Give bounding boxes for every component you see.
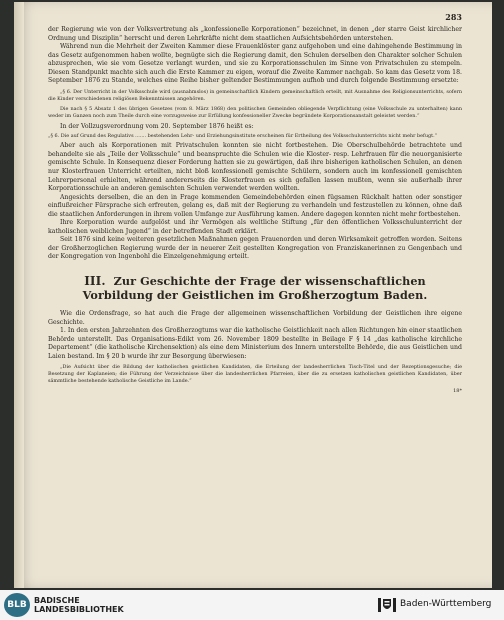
law-note-1: „§ 6. Der Unterricht in der Volksschule wird (ausnahmslos) in gemeinschaftlich Kindern gemeinschaftlich erteilt, mit Ausnahme des Religionsunterrichts, sofern die Kinder verschiedenen religiösen Bekenntnissen angehören.	[48, 88, 462, 102]
blb-logo-icon[interactable]: BLB	[4, 593, 30, 617]
page-number: 283	[445, 12, 462, 22]
blb-name[interactable]	[34, 596, 124, 614]
paragraph-6: Seit 1876 sind keine weiteren gesetzlichen Maßnahmen gegen Frauenorden und deren Wirksamkeit getroffen worden. Seitens der Großherzoglichen Regierung wurde der in neuerer Zeit gestellten Kongregation von Franziskanerinnen zu Gengenbach und der Kongregation von Ingenbohl die Einzelgenehmigung erteilt.	[48, 236, 462, 261]
law-note-2: Die nach § 5 Absatz 1 des übrigen Gesetzes (vom 8. März 1868) den politischen Gemeinden obliegende Verpflichtung (eine Volksschule zu unterhalten) kann weder im Ganzen noch zum Theile durch eine vorzugsweise zur Erfüllung konfessioneller Zwecke begründete Korporationsanstalt geleistet werden.“	[48, 105, 462, 119]
library-footer	[0, 590, 504, 620]
vollzug-quote: „§ 6. Die auf Grund des Regulativs ....... bestehenden Lehr- und Erziehungsinstitute erscheinen für Ertheilung des Volksschulunterrichts nicht mehr befugt.“	[48, 133, 438, 140]
paragraph-5: Ihre Korporation wurde aufgelöst und ihr Vermögen als weltliche Stiftung „für den öffentlichen Volksschulunterricht der katholischen weiblichen Jugend“ in der betreffenden Stadt erklärt.	[48, 219, 462, 235]
paragraph-2: Während nun die Mehrheit der Zweiten Kammer diese Frauenklöster ganz aufgehoben und eine dahingehende Bestimmung in das Gesetz aufgenommen haben wollte, begnügte sich die Regierung damit, den Schulen derselben den Charakter solcher Schulen abzusprechen, wie sie vom Gesetze verlangt wurden, und sie zu Korporationsschulen im Sinne von Privatschulen zu stempeln. Diesen Standpunkt machte sich auch die Erste Kammer zu eigen, worauf die Zweite Kammer nachgab. So kam das Gesetz vom 18. September 1876 zu Stande, welches eine Reihe bisher geltender Bestimmungen aufhob und durch folgende Bestimmung ersetzte:	[48, 43, 462, 85]
paragraph-3: Aber auch als Korporationen mit Privatschulen konnten sie nicht fortbestehen. Die Oberschulbehörde betrachtete und behandelte sie als „Teile der Volksschule“ und beanspruchte die Schulen wie die Kloster- resp. Lehrfrauen für die neuorganisierte gemischte Schule. In Konsequenz dieser Forderung hatten sie zu gewärtigen, daß ihre bisherigen katholischen Schulen, an denen nur Klosterfrauen Unterricht erteilten, nicht bloß konfessionell gemischte Schülern, sondern auch im konfessionell gemischten Lehrerpersonal erhielten, während andererseits die Klosterfrauen es sich gefallen lassen mußten, wenn sie außerhalb ihrer Korporationsschule an anderen gemischten Schulen verwendet werden wollten.	[48, 142, 462, 193]
law-note-3: „Die Aufsicht über die Bildung der katholischen geistlichen Kandidaten, die Erteilung der landesherrlichen Tisch-Titel und der Rezeptionsgesuche; die Besetzung der Kaplaneien; die Führung der Verzeichnisse über die landesherrlichen Pfarreien, über die zu ersetzen katholischen geistlichen Kandidaten, über sämmtliche bestehende katholische Geistliche im Lande.“	[48, 364, 462, 385]
paragraph-7: Wie die Ordensfrage, so hat auch die Frage der allgemeinen wissenschaftlichen Vorbildung der Geistlichen ihre eigene Geschichte.	[48, 310, 462, 326]
paragraph-8: 1. In den ersten Jahrzehnten des Großherzogtums war die katholische Geistlichkeit nach allen Richtungen hin einer staatlichen Behörde unterstellt. Das Organisations-Edikt vom 26. November 1809 bestellte in Beilage F § 14 „das katholische kirchliche Departement“ (die katholische Kirchensektion) als eine dem Ministerium des Innern unterstellte Behörde, die aus Geistlichen und Laien bestand. Im § 20 b wurde ihr zur Besorgung überwiesen:	[48, 327, 462, 360]
blb-name-line-1: BADISCHE	[34, 596, 80, 605]
vollzug-line: In der Vollzugsverordnung vom 20. September 1876 heißt es:	[60, 122, 254, 130]
section-heading	[48, 274, 462, 302]
book-page	[14, 2, 492, 588]
bw-label[interactable]: Baden-Württemberg	[400, 599, 492, 609]
paragraph-4: Angesichts derselben, die an den in Frage kommenden Gemeindebehörden einen fügsamen Rückhalt hatten oder sonstiger einflußreicher Fürsprache sich erfreuten, gelang es, daß mit der Regierung zu verhandeln und festzustellen zu können, ohne daß die staatlichen Anforderungen in ihrem vollen Umfange zur Ausführung kamen. Andere dagegen konnten nicht mehr fortbestehen.	[48, 193, 462, 218]
blb-name-line-2: LANDESBIBLIOTHEK	[34, 605, 124, 614]
section-title: Zur Geschichte der Frage der wissenschaftlichen Vorbildung der Geistlichen im Großherzogtum Baden.	[82, 274, 428, 303]
paragraph-1: der Regierung wie von der Volksvertretung als „konfessionelle Korporationen“ bezeichnet, in denen „der starre Geist kirchlicher Ordnung und Disziplin“ herrscht und deren Lehrkräfte nicht dem staatlichen Aufsichtsbehörden unterstehen.	[48, 26, 462, 42]
signature-mark: 18*	[453, 388, 462, 395]
page-spine-shadow	[14, 2, 24, 588]
bw-coat-of-arms-icon[interactable]	[377, 596, 397, 614]
section-number: III.	[84, 274, 106, 289]
page-content	[48, 12, 462, 394]
